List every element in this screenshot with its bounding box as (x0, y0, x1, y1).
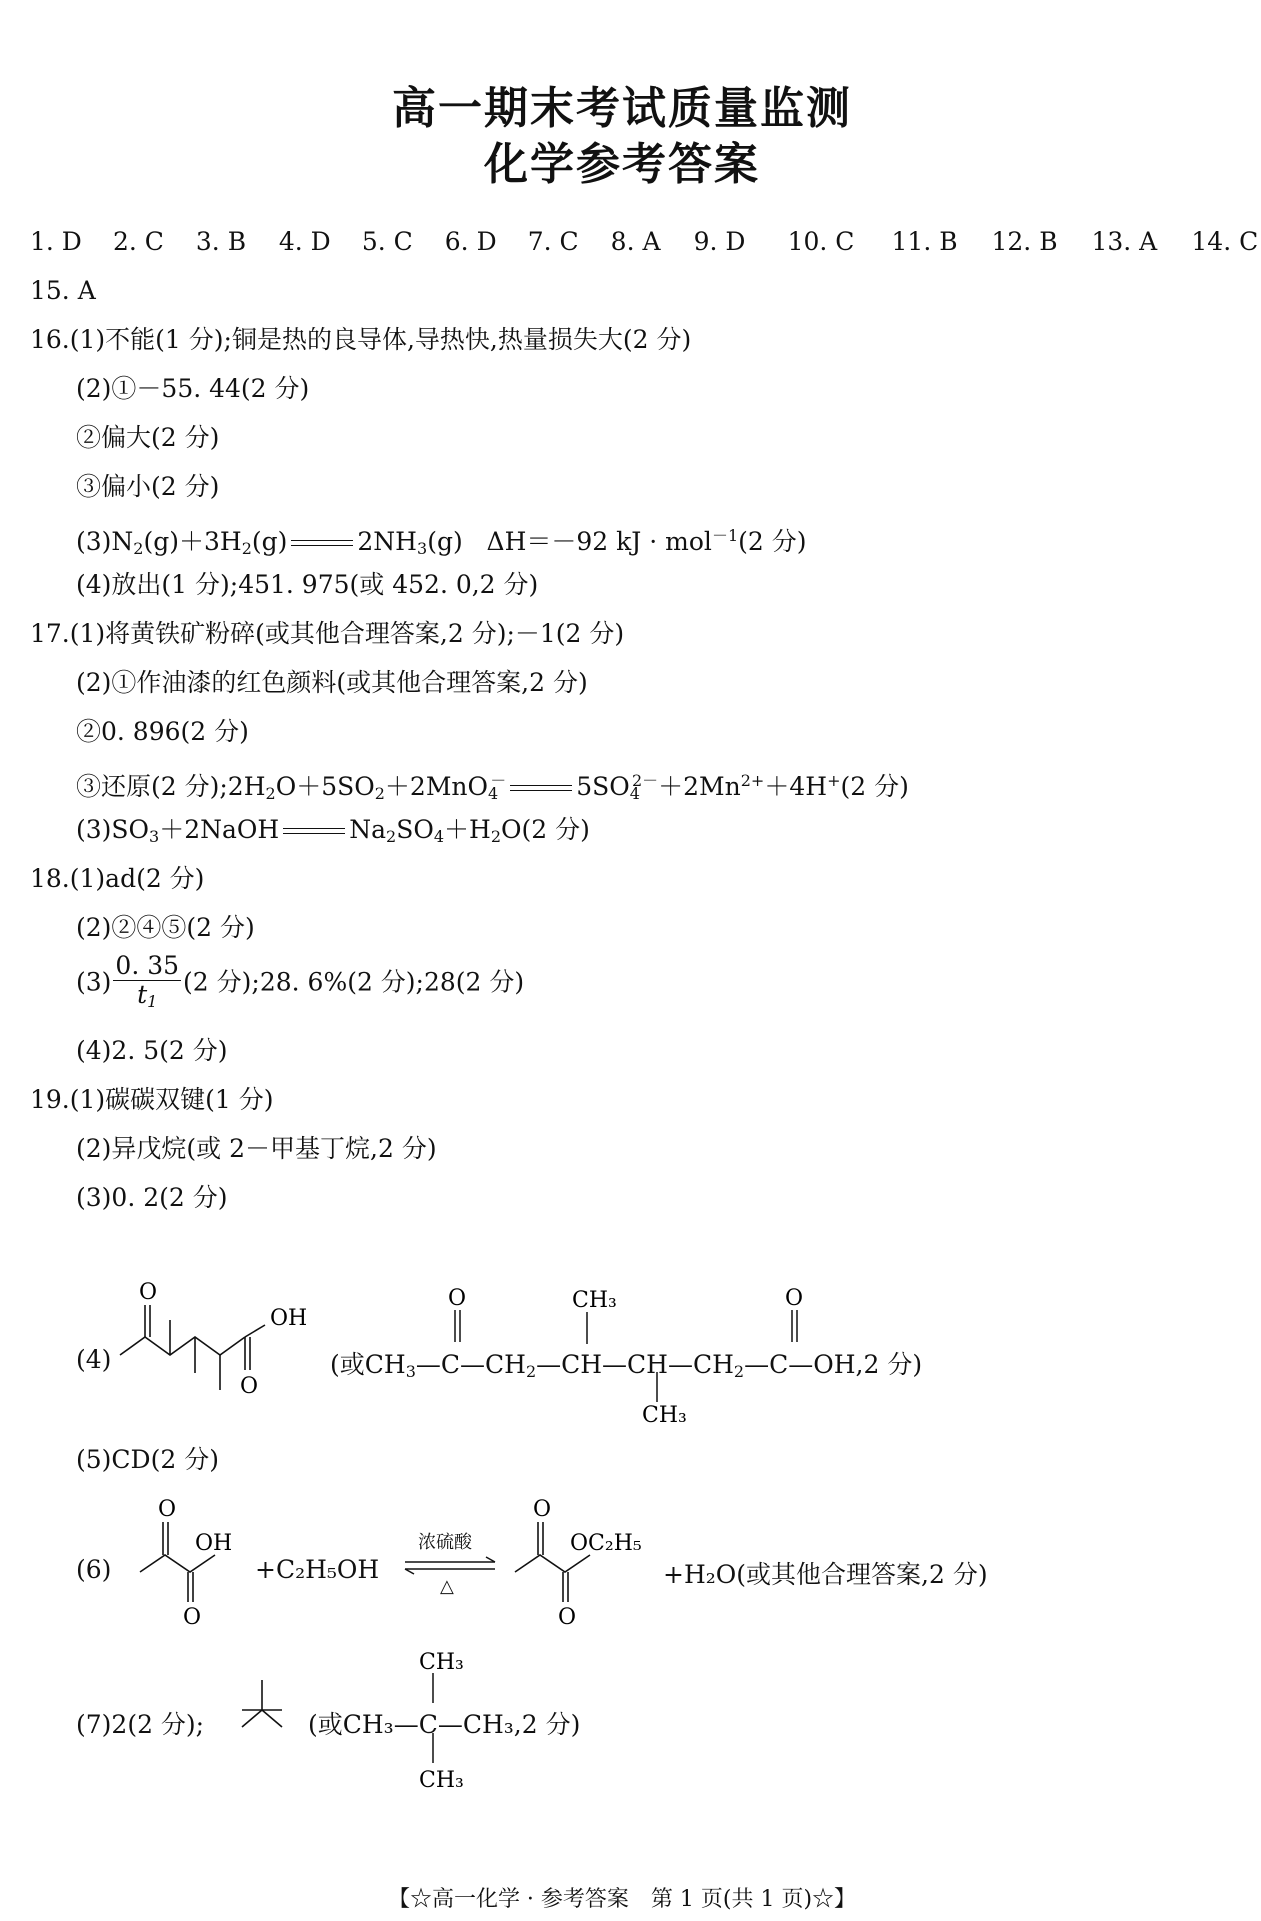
mc-answer: 7. C (527, 227, 579, 256)
mc-answer-15: 15. A (30, 276, 96, 305)
page-subtitle: 化学参考答案 (484, 139, 760, 190)
mc-answer: 9. D (693, 227, 746, 256)
q17-part1: 17.(1)将黄铁矿粉碎(或其他合理答案,2 分);－1(2 分) (30, 619, 625, 648)
svg-text:OC₂H₅: OC₂H₅ (570, 1531, 642, 1556)
svg-text:O: O (785, 1286, 804, 1311)
q16-part2b: ②偏大(2 分) (76, 423, 220, 452)
mc-answer: 3. B (195, 227, 247, 256)
q18-part4: (4)2. 5(2 分) (76, 1036, 228, 1065)
q19-part7-label: (7)2(2 分); (76, 1710, 205, 1739)
q19-part6-label: (6) (76, 1555, 112, 1584)
q19-part4-label: (4) (76, 1345, 112, 1374)
equals-sign (506, 783, 576, 795)
mc-answer: 4. D (278, 227, 331, 256)
mc-answer: 1. D (30, 227, 82, 256)
equals-sign (279, 826, 349, 838)
q17-part2: (2)①作油漆的红色颜料(或其他合理答案,2 分) (76, 668, 588, 697)
svg-text:OH: OH (270, 1306, 308, 1331)
mc-answer: 8. A (610, 227, 661, 256)
svg-text:CH₃: CH₃ (419, 1650, 464, 1675)
neopentane-skeletal (238, 1675, 288, 1735)
q18-part3: (3) $\frac{0. 35}{t_1}$ (2 分);28. 6%(2 分);28(2 分) (76, 952, 524, 1016)
q19-part4-alt: (或$CH_3—C—CH_2—CH—CH—CH_2—C—OH,2$ 分) (330, 1350, 923, 1381)
mc-answer: 5. C (361, 227, 413, 256)
condition-heat: △ (440, 1576, 454, 1597)
q17-part2b: ②0. 896(2 分) (76, 717, 249, 746)
svg-text:O: O (183, 1605, 202, 1630)
svg-text:O: O (158, 1497, 177, 1522)
q19-part1: 19.(1)碳碳双键(1 分) (30, 1085, 274, 1114)
mc-answer: 10. C (787, 227, 855, 256)
svg-text:O: O (139, 1280, 158, 1305)
q16-part4: (4)放出(1 分);451. 975(或 452. 0,2 分) (76, 570, 539, 599)
neopentane-branches (405, 1645, 505, 1795)
mc-answer: 12. B (991, 227, 1058, 256)
q16-part1: 16.(1)不能(1 分);铜是热的良导体,导热快,热量损失大(2 分) (30, 325, 692, 354)
q16-part3: $(3)N_2(g)+3H_2(g)$ $2NH_3(g)$ ΔH＝－92 kJ · mol$^{-1}$(2 分) (76, 526, 807, 558)
q19-part3: (3)0. 2(2 分) (76, 1183, 228, 1212)
mc-answers-row (30, 226, 1261, 258)
svg-text:O: O (448, 1286, 467, 1311)
svg-text:O: O (533, 1497, 552, 1522)
q19-part6-reagent: +C₂H₅OH (255, 1555, 380, 1584)
mc-answer: 13. A (1091, 227, 1158, 256)
q17-part2c: ③还原(2 分)$;2H_2O+5SO_2+2MnO_4^-$ $5SO_4^{2-}+2Mn^{2+}+4H^+(2$ 分) (76, 771, 909, 803)
q18-part2: (2)②④⑤(2 分) (76, 913, 255, 942)
q16-part2: (2)①－55. 44(2 分) (76, 374, 310, 403)
svg-text:OH: OH (195, 1531, 233, 1556)
svg-text:CH₃: CH₃ (572, 1288, 617, 1313)
q19-part2: (2)异戊烷(或 2－甲基丁烷,2 分) (76, 1134, 437, 1163)
mc-answer: 11. B (891, 227, 958, 256)
reversible-arrow-icon (400, 1556, 500, 1576)
oxalic-acid-structure (130, 1490, 250, 1630)
skeletal-structure-4 (115, 1275, 325, 1425)
condition-acid: 浓硫酸 (418, 1532, 472, 1553)
q17-part3: $(3)SO_3+2NaOH$ $Na_2SO_4+H_2O(2$ 分) (76, 815, 590, 846)
q19-part7-alt: (或CH₃—C—CH₃,2 分) (308, 1710, 581, 1739)
svg-text:O: O (240, 1374, 259, 1399)
page-footer: 【☆高一化学 · 参考答案 第 1 页(共 1 页)☆】 (387, 1887, 857, 1912)
svg-text:O: O (558, 1605, 577, 1630)
delta-h: ΔH＝－92 kJ · mol (486, 527, 712, 556)
equals-sign (287, 538, 357, 550)
q18-part1: 18.(1)ad(2 分) (30, 864, 205, 893)
svg-text:CH₃: CH₃ (642, 1403, 687, 1428)
condensed-structure-4-branches (430, 1280, 830, 1428)
page-title: 高一期末考试质量监测 (392, 83, 852, 134)
q16-part3-label: (3) (76, 527, 112, 556)
ester-structure (505, 1490, 675, 1630)
mc-answer: 14. C (1191, 227, 1259, 256)
mc-answer: 2. C (112, 227, 164, 256)
mc-answer: 6. D (444, 227, 497, 256)
q19-part6-end: +H₂O(或其他合理答案,2 分) (663, 1560, 988, 1589)
q19-part5: (5)CD(2 分) (76, 1445, 219, 1474)
svg-text:CH₃: CH₃ (419, 1768, 464, 1793)
q16-part2c: ③偏小(2 分) (76, 472, 220, 501)
fraction: $\frac{0. 35}{t_1}$ (115, 951, 180, 1011)
